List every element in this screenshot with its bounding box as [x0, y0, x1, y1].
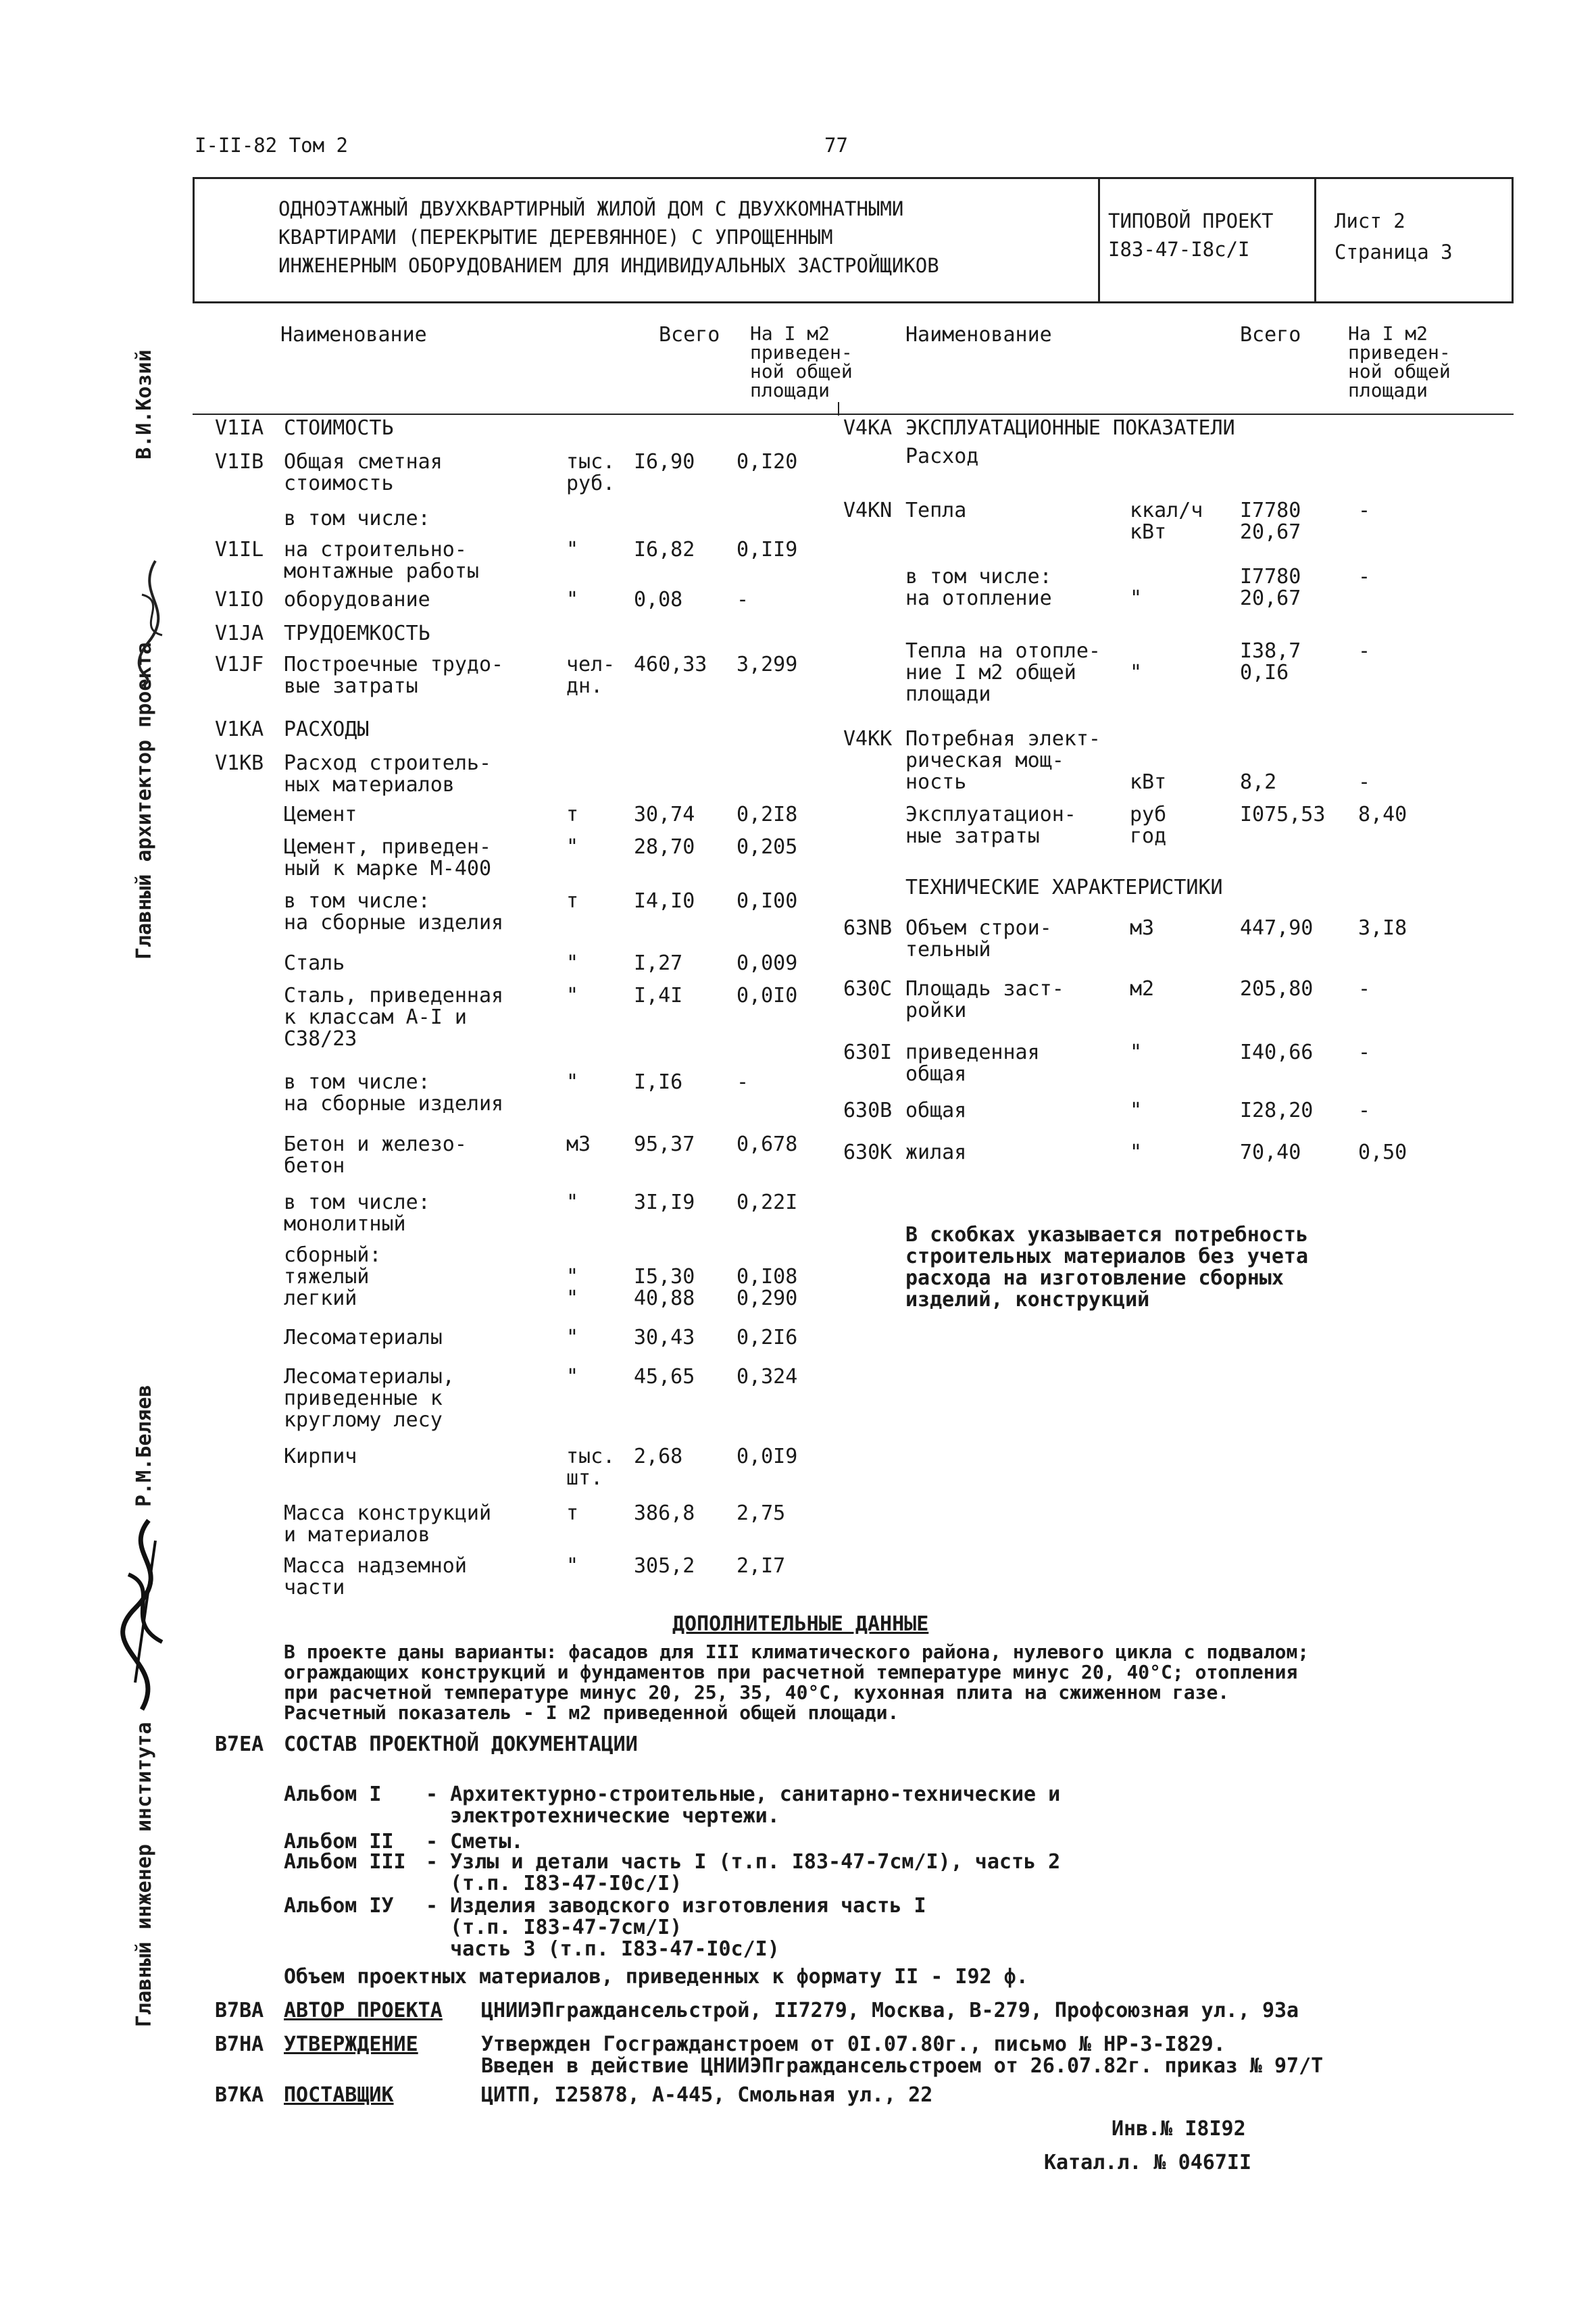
right-row-name: приведенная общая [905, 1041, 1040, 1086]
left-row-code: V1JF [215, 653, 264, 676]
left-row-per: 0,678 [737, 1132, 798, 1156]
chief-architect-signature [122, 554, 182, 689]
left-row-per: 0,0I0 [737, 984, 798, 1007]
album-name: Альбом I [284, 1783, 382, 1806]
left-row-unit: " [566, 1365, 579, 1389]
left-row-per: 0,22I [737, 1191, 798, 1214]
right-row-name: ТЕХНИЧЕСКИЕ ХАРАКТЕРИСТИКИ [905, 876, 1223, 899]
left-row-unit: чел- дн. [566, 653, 616, 698]
right-row-per: 8,40 [1358, 803, 1407, 826]
left-row-code: V1IL [215, 538, 264, 562]
left-col-total-header: Всего [659, 323, 720, 347]
left-row-total: I4,I0 [634, 889, 695, 913]
left-row-total: 30,43 [634, 1326, 695, 1349]
left-row-total: 2,68 [634, 1445, 683, 1468]
left-row-unit: м3 [566, 1132, 591, 1156]
right-row-unit: руб год [1130, 803, 1167, 848]
chief-architect-label: Главный архитектор проекта [132, 642, 156, 960]
left-row-unit: т [566, 889, 579, 913]
right-row-name: Объем строи- тельный [905, 916, 1052, 962]
chief-architect-name: В.И.Козий [132, 349, 156, 459]
left-row-name: в том числе: монолитный [284, 1191, 430, 1236]
right-row-name: Расход [905, 445, 979, 468]
info-row-text: ЦНИИЭПграждансельстрой, II7279, Москва, В-279, Профсоюзная ул., 93а [481, 1999, 1299, 2022]
right-row-per: 3,I8 [1358, 916, 1407, 940]
title-block-right-border [1512, 177, 1514, 303]
left-row-total: I,I6 [634, 1070, 683, 1094]
left-row-unit: " [566, 1070, 579, 1094]
right-col-name-header: Наименование [905, 323, 1052, 347]
left-row-total: I5,30 40,88 [634, 1265, 695, 1310]
left-row-name: Масса конструкций и материалов [284, 1501, 492, 1547]
left-row-name: Сталь, приведенная к классам А-I и С38/23 [284, 984, 504, 1051]
left-row-name: Построечные трудо- вые затраты [284, 653, 504, 698]
left-row-name: Бетон и железо- бетон [284, 1132, 467, 1178]
right-row-name: Площадь заст- ройки [905, 977, 1064, 1022]
right-row-unit: м3 [1130, 916, 1155, 940]
info-row-code: В7НА [215, 2033, 264, 2056]
left-row-unit: " [566, 1554, 579, 1578]
left-row-per: 0,I20 [737, 450, 798, 474]
left-row-name: Цемент, приведен- ный к марке М-400 [284, 835, 492, 880]
left-row-per: 0,2I8 [737, 803, 798, 826]
header-rule [193, 414, 1514, 415]
left-row-per: 0,II9 [737, 538, 798, 562]
album-description: - Сметы. [426, 1830, 524, 1853]
left-row-total: I,4I [634, 984, 683, 1007]
left-row-name: ТРУДОЕМКОСТЬ [284, 622, 430, 645]
project-title-line-2: КВАРТИРАМИ (ПЕРЕКРЫТИЕ ДЕРЕВЯННОЕ) С УПРОЩЕННЫМ [278, 226, 833, 249]
sheet-label: Лист 2 [1335, 209, 1405, 232]
left-row-code: V1IO [215, 588, 264, 612]
right-row-code: V4KK [843, 727, 893, 751]
left-row-total: 95,37 [634, 1132, 695, 1156]
right-row-total: I38,7 0,I6 [1240, 639, 1301, 684]
left-row-unit: " [566, 538, 579, 562]
left-row-total: I,27 [634, 951, 683, 975]
left-row-code: V1IB [215, 450, 264, 474]
right-row-name: в том числе: на отопление [905, 565, 1052, 610]
left-col-name-header: Наименование [280, 323, 427, 347]
left-row-name: Лесоматериалы, приведенные к круглому лесу [284, 1365, 455, 1432]
right-row-total: 447,90 [1240, 916, 1314, 940]
left-row-unit: " [566, 951, 579, 975]
right-row-per: - [1358, 1099, 1371, 1122]
right-row-total: I075,53 [1240, 803, 1326, 826]
composition-code: В7ЕА [215, 1733, 264, 1756]
left-row-unit: т [566, 803, 579, 826]
right-row-code: V4KN [843, 499, 893, 522]
right-row-unit: " [1130, 587, 1143, 610]
left-row-name: на строительно- монтажные работы [284, 538, 479, 583]
right-row-unit: м2 [1130, 977, 1155, 1001]
right-row-code: 63NB [843, 916, 893, 940]
catalog-number: Катал.л. № 0467II [1044, 2151, 1252, 2174]
left-row-name: СТОИМОСТЬ [284, 416, 394, 440]
right-row-code: 630I [843, 1041, 893, 1064]
left-row-per: 0,2I6 [737, 1326, 798, 1349]
info-row-label: ПОСТАВЩИК [284, 2083, 394, 2107]
page-label: Страница 3 [1335, 241, 1453, 264]
left-row-code: V1IA [215, 416, 264, 440]
right-row-code: V4KA [843, 416, 893, 440]
info-row-code: В7КА [215, 2083, 264, 2107]
left-row-per: 0,0I9 [737, 1445, 798, 1468]
right-row-name: Тепла [905, 499, 967, 522]
inventory-number: Инв.№ I8I92 [1112, 2117, 1246, 2141]
right-row-per: - [1358, 1041, 1371, 1064]
left-row-per: 2,75 [737, 1501, 786, 1525]
right-row-unit: " [1130, 661, 1143, 684]
materials-volume: Объем проектных материалов, приведенных к формату II - I92 ф. [284, 1965, 1028, 1989]
footnote: В скобках указывается потребность строительных материалов без учета расхода на изготовление сборных изделий, конструкций [905, 1223, 1309, 1312]
right-row-code: 630C [843, 977, 893, 1001]
left-col-per-header: На I м2 приведен- ной общей площади [750, 322, 853, 401]
right-row-unit: " [1130, 1099, 1143, 1122]
right-row-total: 205,80 [1240, 977, 1314, 1001]
right-row-total: 8,2 [1240, 770, 1277, 794]
left-row-unit: " [566, 835, 579, 859]
right-row-total: 70,40 [1240, 1141, 1301, 1164]
left-row-code: V1KB [215, 751, 264, 775]
chief-engineer-name: Р.М.Беляев [132, 1385, 156, 1507]
left-row-total: 305,2 [634, 1554, 695, 1578]
project-title-line-3: ИНЖЕНЕРНЫМ ОБОРУДОВАНИЕМ ДЛЯ ИНДИВИДУАЛЬНЫХ ЗАСТРОЙЩИКОВ [278, 254, 939, 277]
left-row-unit: " [566, 1326, 579, 1349]
left-row-name: в том числе: на сборные изделия [284, 889, 504, 935]
info-row-label: УТВЕРЖДЕНИЕ [284, 2033, 418, 2056]
left-row-name: в том числе: на сборные изделия [284, 1070, 504, 1116]
right-row-name: жилая [905, 1141, 967, 1164]
left-row-code: V1KA [215, 718, 264, 741]
left-row-name: Кирпич [284, 1445, 357, 1468]
left-row-total: 0,08 [634, 588, 683, 612]
project-code: I83-47-I8с/I [1108, 238, 1250, 261]
right-row-per: - [1358, 565, 1371, 589]
left-row-name: Расход строитель- ных материалов [284, 751, 492, 797]
right-row-per: - [1358, 770, 1371, 794]
right-row-per: 0,50 [1358, 1141, 1407, 1164]
album-name: Альбом IУ [284, 1894, 394, 1918]
left-row-name: сборный: тяжелый легкий [284, 1243, 382, 1310]
left-row-per: 0,324 [737, 1365, 798, 1389]
album-description: - Изделия заводского изготовления часть I (т.п. I83-47-7см/I) часть 3 (т.п. I83-47-I0с/I) [426, 1894, 926, 1961]
left-row-name: Масса надземной части [284, 1554, 467, 1599]
right-row-unit: ккал/ч кВт [1130, 499, 1203, 544]
right-col-per-header: На I м2 приведен- ной общей площади [1348, 322, 1451, 401]
right-row-name: Эксплуатацион- ные затраты [905, 803, 1076, 848]
project-label: ТИПОВОЙ ПРОЕКТ [1108, 209, 1274, 232]
chief-engineer-signature [108, 1514, 182, 1716]
left-row-unit: тыс. шт. [566, 1445, 616, 1490]
left-row-unit: " [566, 984, 579, 1007]
left-row-total: 386,8 [634, 1501, 695, 1525]
album-description: - Узлы и детали часть I (т.п. I83-47-7см/I), часть 2 (т.п. I83-47-I0с/I) [426, 1850, 1061, 1895]
right-row-total: I28,20 [1240, 1099, 1314, 1122]
left-row-name: РАСХОДЫ [284, 718, 370, 741]
page-number: 77 [824, 134, 848, 157]
right-row-name: ЭКСПЛУАТАЦИОННЫЕ ПОКАЗАТЕЛИ [905, 416, 1235, 440]
left-row-per: - [737, 1070, 749, 1094]
left-row-total: I6,90 [634, 450, 695, 474]
additional-data-text: В проекте даны варианты: фасадов для III климатического района, нулевого цикла с подвалом; ограждающих конструкций и фундаментов при расчетной температуре минус 20, 40°С; отопления при расчетной температуре минус 20, 25, 35, 40°С, кухонная плита на сжиженном газе. Расчетный показатель - I м2 приведенной общей площади. [284, 1641, 1310, 1724]
album-name: Альбом II [284, 1830, 394, 1853]
right-row-code: 630B [843, 1099, 893, 1122]
left-row-total: I6,82 [634, 538, 695, 562]
left-row-per: - [737, 588, 749, 612]
right-row-unit: кВт [1130, 770, 1167, 794]
right-row-code: 630K [843, 1141, 893, 1164]
left-row-name: Лесоматериалы [284, 1326, 443, 1349]
left-row-total: 460,33 [634, 653, 707, 676]
info-row-code: В7ВА [215, 1999, 264, 2022]
left-row-unit: т [566, 1501, 579, 1525]
right-row-name: общая [905, 1099, 967, 1122]
left-row-name: оборудование [284, 588, 430, 612]
right-row-total: I40,66 [1240, 1041, 1314, 1064]
left-row-unit: " [566, 1191, 579, 1214]
left-row-name: Сталь [284, 951, 345, 975]
left-row-unit: " " [566, 1265, 579, 1310]
left-row-code: V1JA [215, 622, 264, 645]
document-reference: I-II-82 Том 2 [195, 134, 348, 157]
right-row-unit: " [1130, 1141, 1143, 1164]
info-row-label: АВТОР ПРОЕКТА [284, 1999, 443, 2022]
right-row-name: Тепла на отопле- ние I м2 общей площади [905, 639, 1101, 706]
additional-data-heading: ДОПОЛНИТЕЛЬНЫЕ ДАННЫЕ [672, 1612, 929, 1636]
right-row-total: I7780 20,67 [1240, 565, 1301, 610]
info-row-text: Утвержден Госгражданстроем от 0I.07.80г., письмо № НР-3-I829. Введен в действие ЦНИИЭПграждансельстроем от 26.07.82г. приказ № 97/Т [481, 2033, 1324, 2078]
right-row-total: I7780 20,67 [1240, 499, 1301, 544]
left-row-per: 3,299 [737, 653, 798, 676]
header-divider [838, 402, 839, 416]
right-row-per: - [1358, 499, 1371, 522]
left-row-per: 0,I08 0,290 [737, 1265, 798, 1310]
composition-title: СОСТАВ ПРОЕКТНОЙ ДОКУМЕНТАЦИИ [284, 1733, 638, 1756]
left-row-total: 45,65 [634, 1365, 695, 1389]
title-block-divider-2 [1314, 177, 1316, 303]
left-row-per: 2,I7 [737, 1554, 786, 1578]
left-row-per: 0,009 [737, 951, 798, 975]
right-col-total-header: Всего [1240, 323, 1301, 347]
left-row-per: 0,I00 [737, 889, 798, 913]
left-row-unit: " [566, 588, 579, 612]
chief-engineer-label: Главный инженер института [132, 1722, 156, 2027]
left-row-total: 28,70 [634, 835, 695, 859]
right-row-name: Потребная элект- рическая мощ- ность [905, 727, 1101, 794]
left-row-total: 30,74 [634, 803, 695, 826]
left-row-name: в том числе: [284, 507, 430, 530]
left-row-total: 3I,I9 [634, 1191, 695, 1214]
right-row-per: - [1358, 977, 1371, 1001]
right-row-unit: " [1130, 1041, 1143, 1064]
project-title-line-1: ОДНОЭТАЖНЫЙ ДВУХКВАРТИРНЫЙ ЖИЛОЙ ДОМ С ДВУХКОМНАТНЫМИ [278, 197, 904, 220]
right-row-per: - [1358, 639, 1371, 663]
album-description: - Архитектурно-строительные, санитарно-технические и электротехнические чертежи. [426, 1783, 1061, 1828]
left-row-name: Цемент [284, 803, 357, 826]
album-name: Альбом III [284, 1850, 406, 1874]
info-row-text: ЦИТП, I25878, А-445, Смольная ул., 22 [481, 2083, 933, 2107]
left-row-name: Общая сметная стоимость [284, 450, 443, 495]
left-row-unit: тыс. руб. [566, 450, 616, 495]
title-block-left-border [193, 177, 195, 303]
left-row-per: 0,205 [737, 835, 798, 859]
title-block-divider-1 [1098, 177, 1100, 303]
